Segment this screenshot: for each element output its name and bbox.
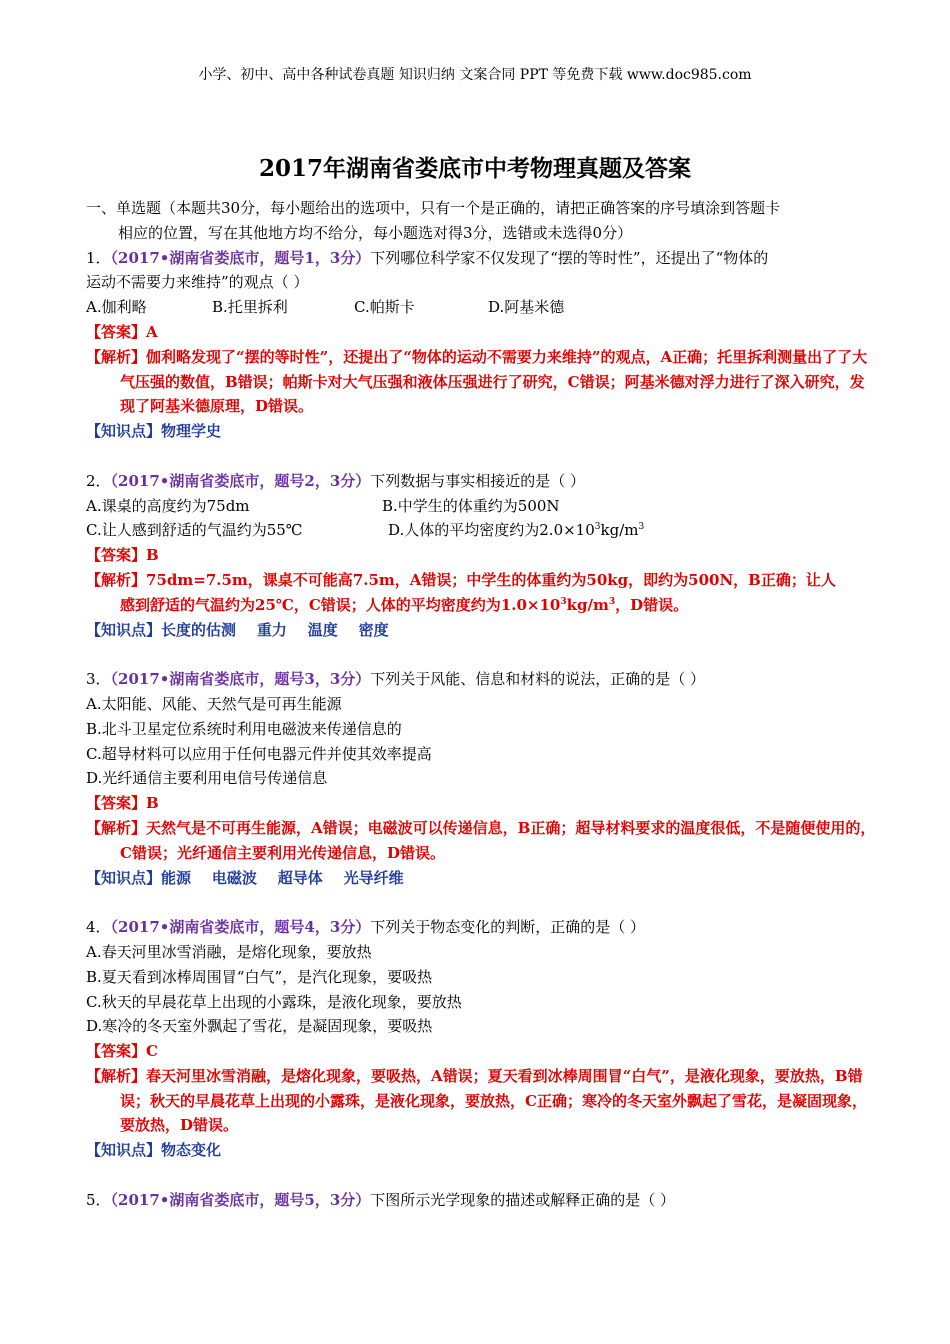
- answer-label: 【答案】: [86, 1042, 147, 1061]
- question-3-knowledge: [86, 866, 876, 891]
- section-heading-line1: 一、单选题（本题共30分，每小题给出的选项中，只有一个是正确的，请把正确答案的序号填涂到答题卡: [86, 199, 781, 217]
- question-1-stem-cont: 运动不需要力来维持”的观点（ ）: [86, 273, 309, 292]
- question-4-stem: [86, 915, 876, 940]
- question-3-answer: [86, 791, 876, 816]
- option-b: B.北斗卫星定位系统时利用电磁波来传递信息的: [86, 719, 402, 738]
- option-c: C.帕斯卡: [354, 298, 415, 317]
- answer-label: 【答案】: [86, 546, 147, 565]
- page-header: 小学、初中、高中各种试卷真题 知识归纳 文案合同 PPT 等免费下载 www.doc985.com: [198, 67, 752, 83]
- question-text: 下列数据与事实相接近的是（ ）: [370, 471, 586, 490]
- question-text: 下图所示光学现象的描述或解释正确的是（ ）: [370, 1190, 676, 1209]
- option-a: A.伽利略: [86, 298, 147, 317]
- option-b: B.夏天看到冰棒周围冒“白气”，是汽化现象，要吸热: [86, 967, 433, 986]
- analysis-label: 【解析】: [86, 570, 147, 589]
- option-d: D.光纤通信主要利用电信号传递信息: [86, 769, 328, 788]
- option-b: B.托里拆利: [212, 298, 288, 317]
- knowledge-label: 【知识点】: [86, 422, 162, 441]
- question-source: （2017•湖南省娄底市，题号1，3分）: [110, 248, 371, 267]
- document-title: 2017年湖南省娄底市中考物理真题及答案: [258, 155, 691, 182]
- knowledge-text: 能源 电磁波 超导体 光导纤维: [161, 868, 404, 887]
- question-source: （2017•湖南省娄底市，题号4，3分）: [110, 918, 371, 937]
- question-text: 下列关于物态变化的判断，正确的是（ ）: [370, 918, 646, 937]
- question-2-answer: [86, 543, 876, 568]
- option-c: C.超导材料可以应用于任何电器元件并使其效率提高: [86, 744, 432, 763]
- knowledge-text: 物理学史: [161, 422, 222, 441]
- question-4-analysis: [86, 1064, 876, 1138]
- question-2-analysis: [86, 568, 876, 593]
- question-source: （2017•湖南省娄底市，题号5，3分）: [110, 1190, 371, 1209]
- question-3-analysis: [86, 816, 876, 866]
- question-source: （2017•湖南省娄底市，题号3，3分）: [110, 670, 371, 689]
- analysis-label: 【解析】: [86, 818, 147, 837]
- question-3-stem: [86, 667, 876, 692]
- answer-label: 【答案】: [86, 322, 147, 341]
- question-1-knowledge: [86, 419, 876, 444]
- question-text: 下列关于风能、信息和材料的说法，正确的是（ ）: [370, 670, 706, 689]
- option-c: C.让人感到舒适的气温约为55℃: [86, 521, 303, 540]
- knowledge-label: 【知识点】: [86, 620, 162, 639]
- section-heading-line2: 相应的位置，写在其他地方均不给分，每小题选对得3分，选错或未选得0分）: [118, 223, 633, 242]
- question-1-stem: [86, 246, 876, 271]
- analysis-text: 伽利略发现了“摆的等时性”，还提出了“物体的运动不需要力来维持”的观点，A正确；托里拆利测量出了了大气压强的数值，B错误；帕斯卡对大气压强和液体压强进行了研究，C错误；阿基米德对浮力进行了深入研究，发现了阿基米德原理，D错误。: [120, 347, 868, 416]
- knowledge-label: 【知识点】: [86, 868, 162, 887]
- question-1-options: [86, 295, 876, 320]
- question-2-options-cd: [86, 518, 876, 543]
- question-number: 5．: [86, 1190, 111, 1209]
- answer-value: B: [146, 794, 159, 813]
- question-2-stem: [86, 469, 876, 494]
- analysis-text: 天然气是不可再生能源，A错误；电磁波可以传递信息，B正确；超导材料要求的温度很低，不是随便使用的，C错误；光纤通信主要利用光传递信息，D错误。: [120, 818, 876, 862]
- document-body: [86, 196, 876, 1213]
- option-a: A.春天河里冰雪消融，是熔化现象，要放热: [86, 942, 372, 961]
- question-number: 1．: [86, 248, 111, 267]
- answer-value: A: [146, 322, 158, 341]
- knowledge-text: 物态变化: [161, 1141, 222, 1160]
- analysis-text: 春天河里冰雪消融，是熔化现象，要吸热，A错误；夏天看到冰棒周围冒“白气”，是液化现象，要放热，B错误；秋天的早晨花草上出现的小露珠，是液化现象，要放热，C正确；寒冷的冬天室外飘起了雪花，是凝固现象，要放热，D错误。: [120, 1066, 867, 1135]
- question-number: 2．: [86, 471, 111, 490]
- analysis-text: 75dm=7.5m，课桌不可能高7.5m，A错误；中学生的体重约为50kg，即约为500N，B正确；让人: [146, 570, 836, 589]
- option-d: D.寒冷的冬天室外飘起了雪花，是凝固现象，要吸热: [86, 1017, 433, 1036]
- question-2-options-ab: [86, 494, 876, 519]
- question-4-knowledge: [86, 1138, 876, 1163]
- question-1-analysis: [86, 345, 876, 419]
- option-b: B.中学生的体重约为500N: [382, 496, 560, 515]
- question-text: 下列哪位科学家不仅发现了“摆的等时性”，还提出了“物体的: [370, 248, 769, 267]
- option-d: D.人体的平均密度约为$2.0\times 10^3kg/m^3$: [388, 521, 645, 540]
- answer-value: B: [146, 546, 159, 565]
- option-a: A.太阳能、风能、天然气是可再生能源: [86, 694, 342, 713]
- analysis-label: 【解析】: [86, 1066, 147, 1085]
- answer-label: 【答案】: [86, 794, 147, 813]
- question-2-knowledge: [86, 618, 876, 643]
- question-number: 4．: [86, 918, 111, 937]
- question-5-stem: [86, 1188, 876, 1213]
- knowledge-text: 长度的估测 重力 温度 密度: [161, 620, 389, 639]
- question-2-analysis-cont: 感到舒适的气温约为25℃，C错误；人体的平均密度约为$1.0\times 10^3kg/m^3$，D错误。: [120, 595, 689, 614]
- option-d: D.阿基米德: [488, 298, 565, 317]
- analysis-label: 【解析】: [86, 347, 147, 366]
- question-1-answer: [86, 320, 876, 345]
- option-a: A.课桌的高度约为75dm: [86, 496, 250, 515]
- answer-value: C: [146, 1042, 158, 1061]
- question-source: （2017•湖南省娄底市，题号2，3分）: [110, 471, 371, 490]
- question-4-answer: [86, 1039, 876, 1064]
- question-number: 3．: [86, 670, 111, 689]
- knowledge-label: 【知识点】: [86, 1141, 162, 1160]
- option-c: C.秋天的早晨花草上出现的小露珠，是液化现象，要放热: [86, 992, 462, 1011]
